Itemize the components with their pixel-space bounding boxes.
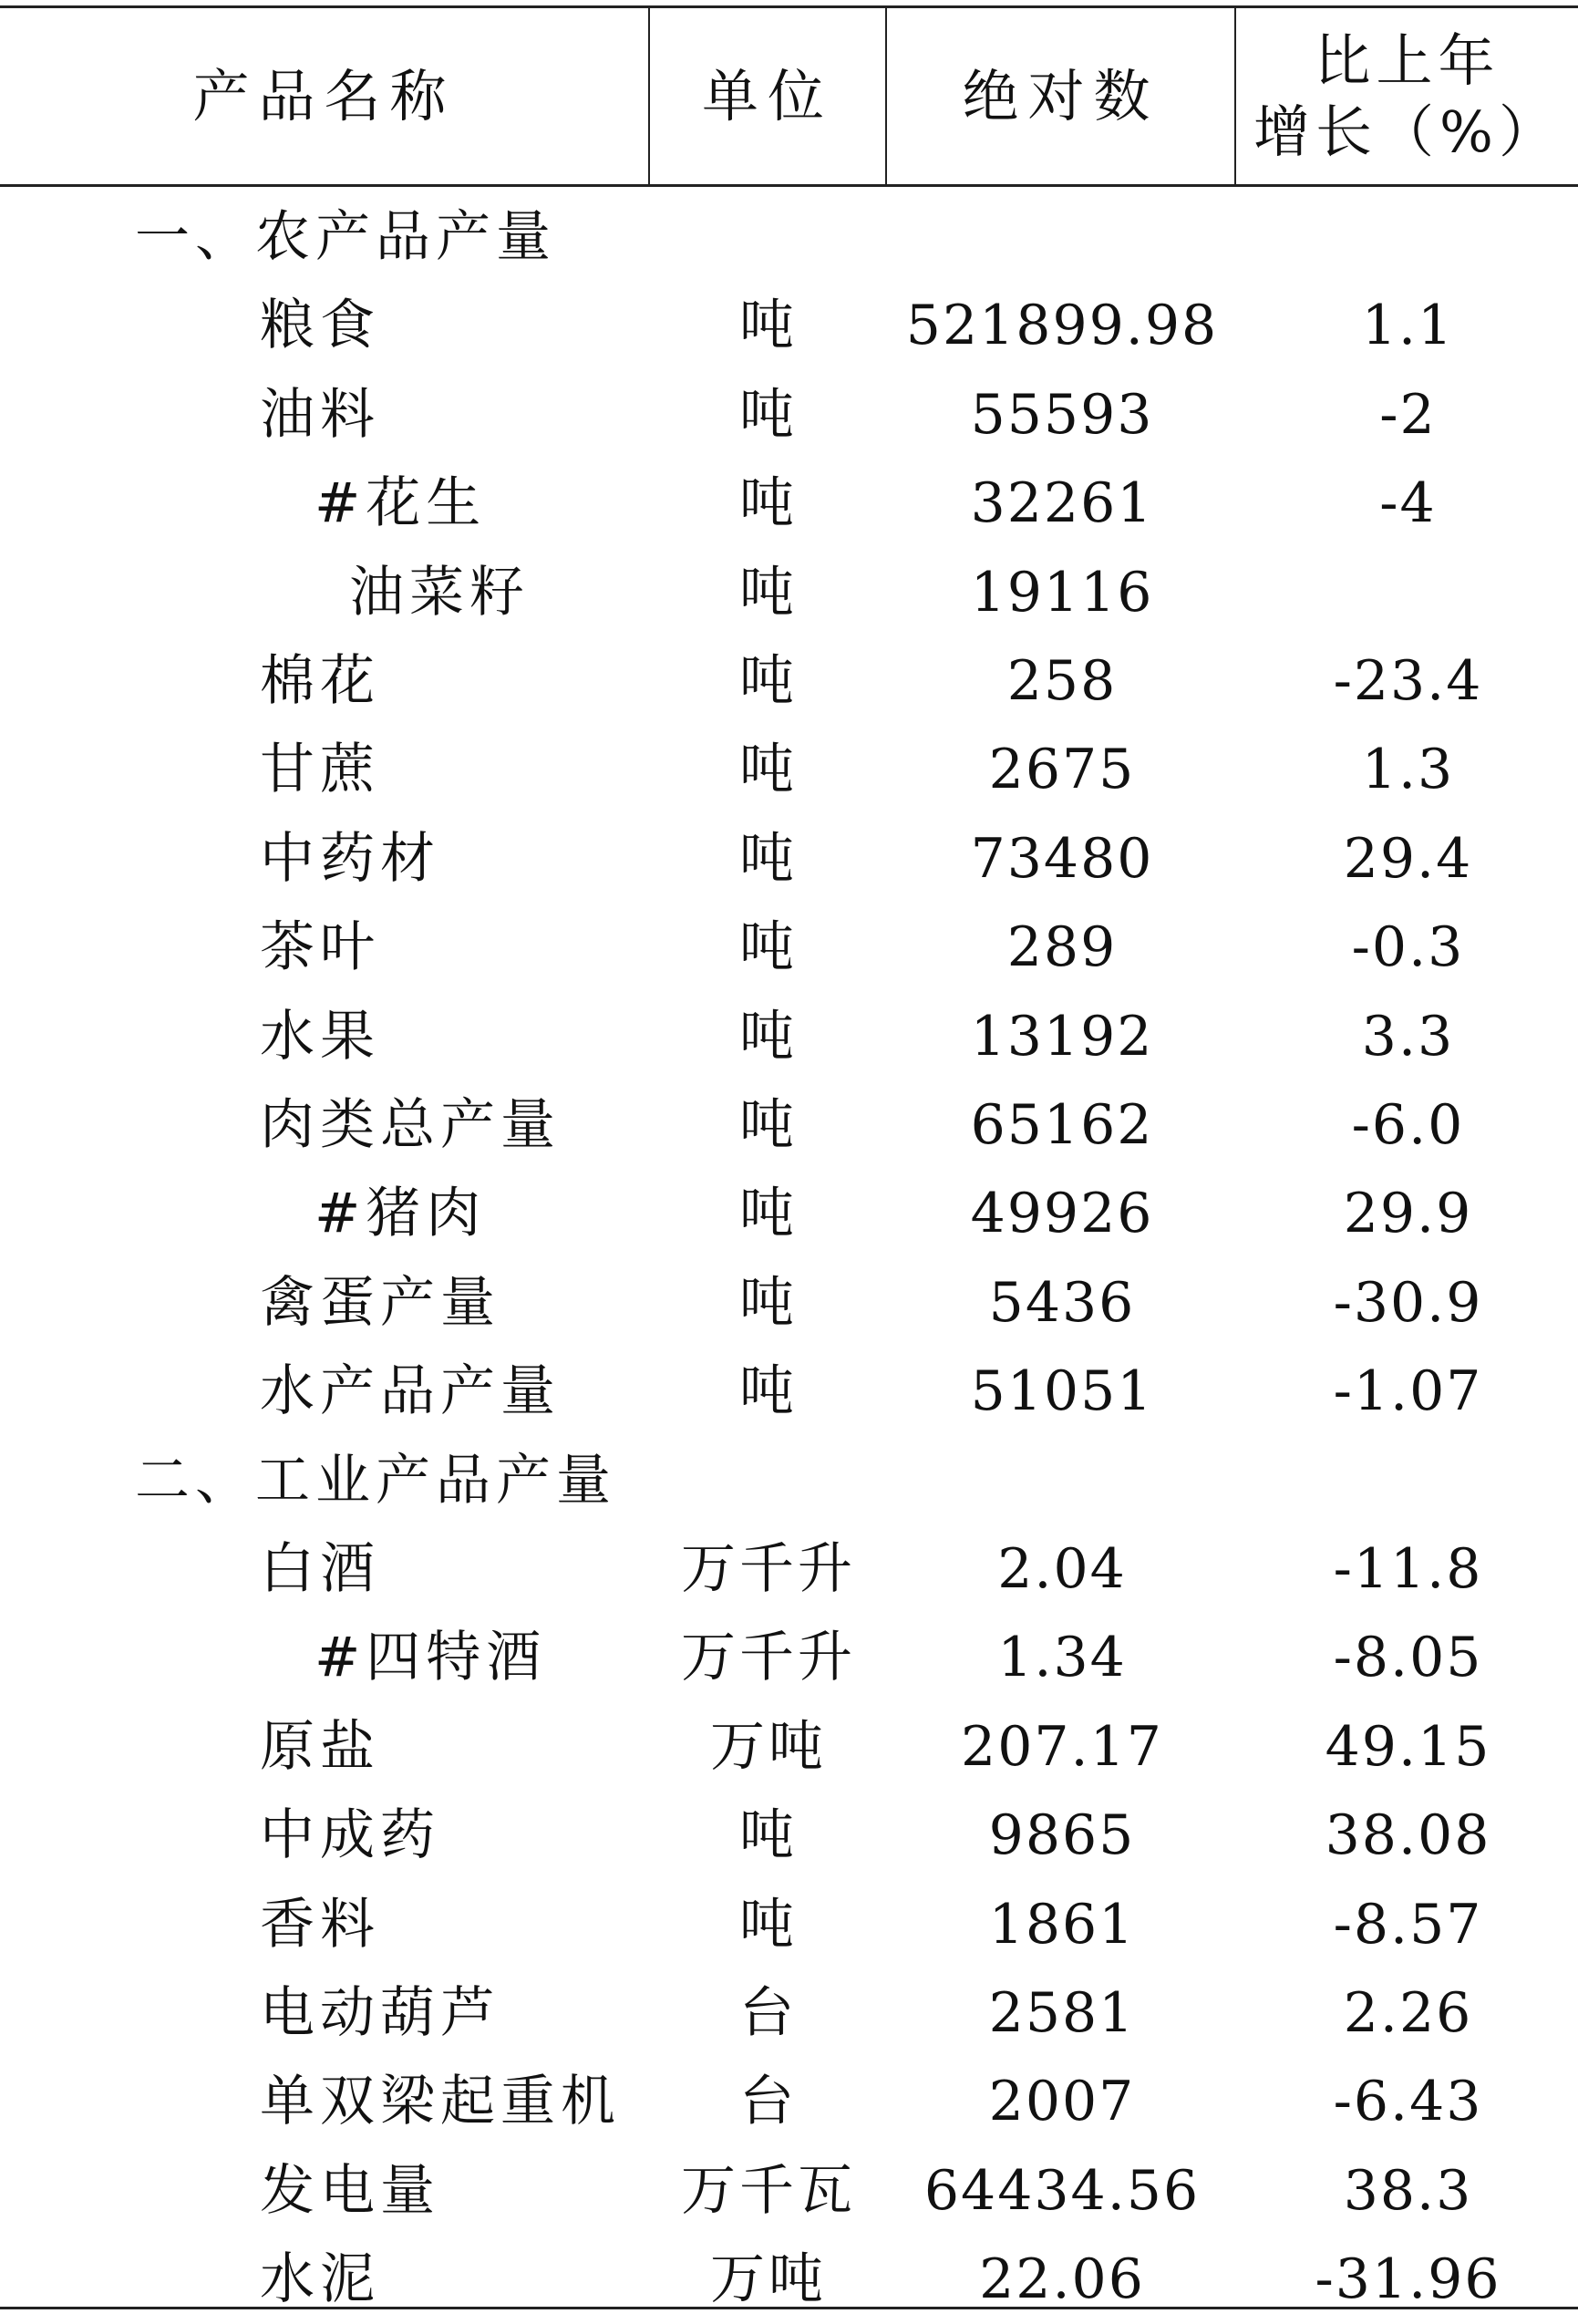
product-name-cell: 发电量	[260, 2158, 440, 2223]
unit-cell: 台	[739, 2070, 798, 2134]
product-name-cell: 茶叶	[260, 915, 380, 980]
table-row	[0, 726, 1578, 814]
table-row	[0, 1614, 1578, 1702]
header-growth	[1236, 7, 1578, 186]
growth-percent-cell: 1.1	[1361, 294, 1455, 358]
unit-cell: 吨	[739, 1803, 798, 1868]
product-name-cell: 油料	[260, 382, 380, 447]
growth-percent-cell: -6.43	[1333, 2070, 1483, 2134]
table-row	[0, 1348, 1578, 1436]
unit-cell: 吨	[739, 560, 798, 625]
growth-percent-cell: 3.3	[1361, 1004, 1455, 1069]
growth-percent-cell: 38.08	[1325, 1803, 1491, 1868]
section-row	[0, 193, 1578, 282]
growth-percent-cell: -6.0	[1351, 1093, 1465, 1157]
section-row	[0, 1437, 1578, 1525]
section-title: 二、工业产品产量	[135, 1448, 616, 1513]
header-absolute	[887, 7, 1234, 186]
unit-cell: 吨	[739, 294, 798, 358]
unit-cell: 万千瓦	[681, 2158, 856, 2223]
unit-cell: 吨	[739, 649, 798, 713]
product-name-cell: 水产品产量	[260, 1359, 561, 1424]
table-row	[0, 549, 1578, 637]
unit-cell: 吨	[739, 1359, 798, 1424]
unit-cell: 吨	[739, 826, 798, 891]
growth-percent-cell: -4	[1379, 471, 1437, 536]
product-name-cell: 香料	[260, 1892, 380, 1957]
unit-cell: 吨	[739, 1270, 798, 1335]
unit-cell: 吨	[739, 1182, 798, 1246]
header-product-name-text: 产品名称	[192, 63, 456, 129]
product-name-cell: 中药材	[260, 826, 440, 891]
unit-cell: 万吨	[710, 2247, 827, 2312]
unit-cell: 万千升	[681, 1537, 856, 1601]
absolute-value-cell: 9865	[988, 1803, 1136, 1868]
header-growth-line2: 增长（%）	[1253, 98, 1561, 165]
section-title: 一、农产品产量	[135, 205, 556, 269]
product-name-cell: 油菜籽	[349, 560, 530, 625]
absolute-value-cell: 1.34	[997, 1626, 1127, 1690]
growth-percent-cell: -2	[1379, 382, 1437, 447]
product-name-cell: 电动葫芦	[260, 1981, 500, 2045]
absolute-value-cell: 73480	[970, 826, 1154, 891]
product-name-cell: 中成药	[260, 1803, 440, 1868]
growth-percent-cell: 38.3	[1343, 2158, 1473, 2223]
unit-cell: 吨	[739, 915, 798, 980]
unit-cell: 吨	[739, 1892, 798, 1957]
absolute-value-cell: 22.06	[979, 2247, 1145, 2312]
absolute-value-cell: 49926	[970, 1182, 1154, 1246]
growth-percent-cell: 29.4	[1343, 826, 1473, 891]
header-absolute-text: 绝对数	[962, 63, 1160, 129]
product-name-cell: 白酒	[260, 1537, 380, 1601]
absolute-value-cell: 2007	[988, 2070, 1136, 2134]
growth-percent-cell: 2.26	[1343, 1981, 1473, 2045]
unit-cell: 台	[739, 1981, 798, 2045]
absolute-value-cell: 19116	[970, 560, 1154, 625]
growth-percent-cell: -31.96	[1315, 2247, 1501, 2312]
product-name-cell: 水泥	[260, 2247, 380, 2312]
table-row	[0, 1792, 1578, 1880]
growth-percent-cell: -23.4	[1333, 649, 1483, 713]
table-row	[0, 371, 1578, 460]
absolute-value-cell: 1861	[988, 1892, 1136, 1957]
absolute-value-cell: 2675	[988, 738, 1136, 802]
absolute-value-cell: 65162	[970, 1093, 1154, 1157]
unit-cell: 万吨	[710, 1714, 827, 1779]
product-name-cell: 粮食	[260, 294, 380, 358]
table-row	[0, 1081, 1578, 1170]
unit-cell: 吨	[739, 1004, 798, 1069]
unit-cell: 吨	[739, 382, 798, 447]
growth-percent-cell: 49.15	[1325, 1714, 1491, 1779]
absolute-value-cell: 258	[1006, 649, 1118, 713]
absolute-value-cell: 51051	[970, 1359, 1154, 1424]
growth-percent-cell: -0.3	[1351, 915, 1465, 980]
unit-cell: 吨	[739, 471, 798, 536]
table-row	[0, 1525, 1578, 1614]
absolute-value-cell: 289	[1006, 915, 1118, 980]
product-name-cell: 甘蔗	[260, 738, 380, 802]
table-row	[0, 1703, 1578, 1792]
growth-percent-cell: -8.57	[1333, 1892, 1483, 1957]
product-name-cell: 禽蛋产量	[260, 1270, 500, 1335]
table-row	[0, 460, 1578, 548]
absolute-value-cell: 207.17	[961, 1714, 1163, 1779]
table-row	[0, 993, 1578, 1081]
table-row	[0, 815, 1578, 904]
table-row	[0, 1881, 1578, 1969]
growth-percent-cell: 1.3	[1361, 738, 1455, 802]
header-growth-line1: 比上年	[1314, 27, 1501, 94]
table-row	[0, 2058, 1578, 2146]
header-unit-text: 单位	[701, 63, 833, 129]
table-row	[0, 282, 1578, 370]
table-row	[0, 1969, 1578, 2058]
absolute-value-cell: 13192	[970, 1004, 1154, 1069]
table-row	[0, 2147, 1578, 2236]
growth-percent-cell: -11.8	[1333, 1537, 1483, 1601]
product-name-cell: 棉花	[260, 649, 380, 713]
product-name-cell: 肉类总产量	[260, 1093, 561, 1157]
absolute-value-cell: 521899.98	[905, 294, 1219, 358]
growth-percent-cell: 29.9	[1343, 1182, 1473, 1246]
table-row	[0, 904, 1578, 992]
growth-percent-cell: -8.05	[1333, 1626, 1483, 1690]
product-name-cell: #花生	[315, 471, 487, 536]
table-row	[0, 637, 1578, 726]
table-row	[0, 2236, 1578, 2324]
growth-percent-cell: -30.9	[1333, 1270, 1483, 1335]
absolute-value-cell: 2.04	[997, 1537, 1127, 1601]
absolute-value-cell: 5436	[988, 1270, 1136, 1335]
absolute-value-cell: 32261	[970, 471, 1154, 536]
absolute-value-cell: 2581	[988, 1981, 1136, 2045]
header-unit	[650, 7, 885, 186]
unit-cell: 吨	[739, 738, 798, 802]
product-name-cell: 原盐	[260, 1714, 380, 1779]
product-name-cell: 单双梁起重机	[260, 2070, 621, 2134]
table-row	[0, 1259, 1578, 1348]
growth-percent-cell: -1.07	[1333, 1359, 1483, 1424]
absolute-value-cell: 64434.56	[923, 2158, 1201, 2223]
table-row	[0, 1170, 1578, 1258]
header-product-name	[0, 7, 648, 186]
product-name-cell: #猪肉	[315, 1182, 487, 1246]
absolute-value-cell: 55593	[970, 382, 1154, 447]
unit-cell: 万千升	[681, 1626, 856, 1690]
product-name-cell: #四特酒	[315, 1626, 547, 1690]
product-name-cell: 水果	[260, 1004, 380, 1069]
unit-cell: 吨	[739, 1093, 798, 1157]
